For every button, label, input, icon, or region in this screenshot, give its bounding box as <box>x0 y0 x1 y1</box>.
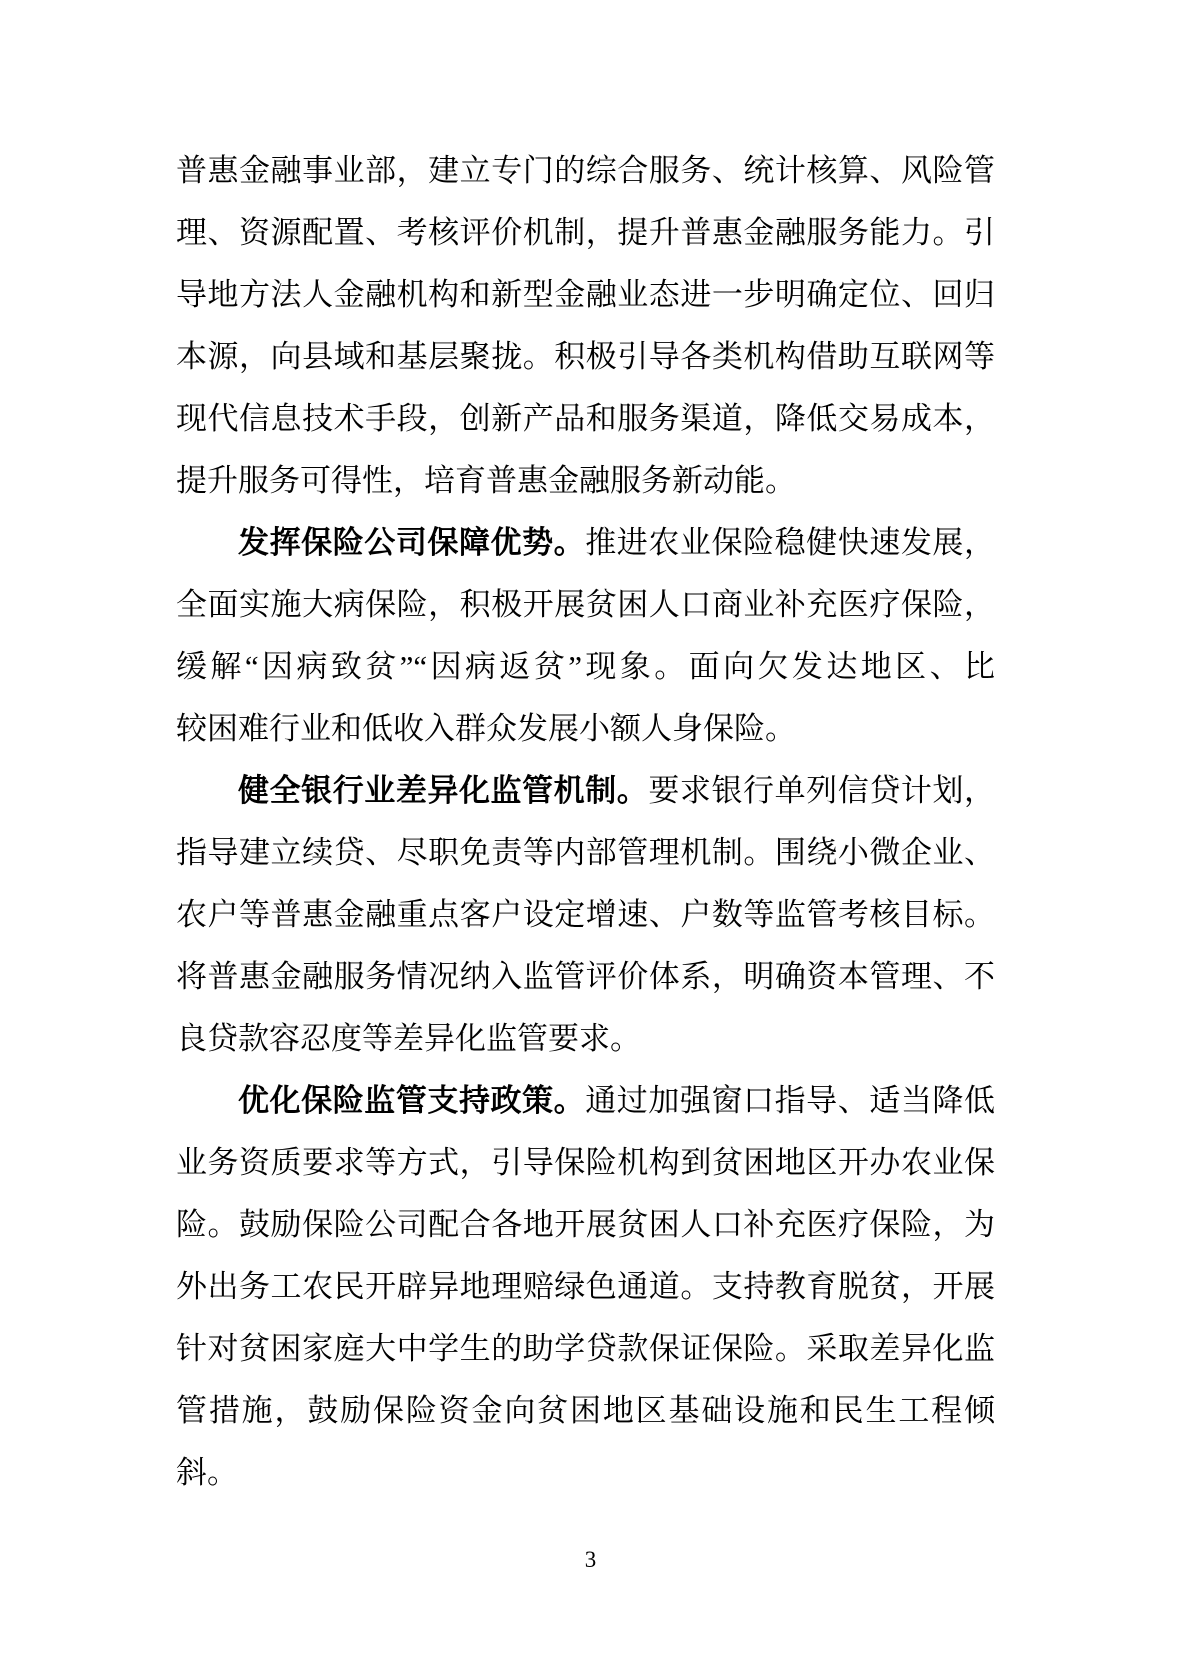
paragraph-text: 推进农业保险稳健快速发展， <box>585 525 995 560</box>
text-block <box>176 140 995 1504</box>
text-line: 斜。 <box>176 1455 238 1490</box>
text-line: 现代信息技术手段，创新产品和服务渠道，降低交易成本， <box>176 401 995 436</box>
paragraph-heading: 优化保险监管支持政策。 <box>238 1083 586 1118</box>
paragraph-insurance-company-advantage <box>176 512 995 760</box>
paragraph-heading: 发挥保险公司保障优势。 <box>238 525 586 560</box>
paragraph-text: 通过加强窗口指导、适当降低 <box>585 1083 995 1118</box>
text-line: 农户等普惠金融重点客户设定增速、户数等监管考核目标。 <box>176 897 995 932</box>
text-line: 导地方法人金融机构和新型金融业态进一步明确定位、回归 <box>176 277 995 312</box>
text-line: 本源，向县域和基层聚拢。积极引导各类机构借助互联网等 <box>176 339 995 374</box>
paragraph-inclusive-finance-continuation <box>176 140 995 512</box>
paragraph-insurance-regulation-support-policy <box>176 1070 995 1504</box>
text-line: 普惠金融事业部，建立专门的综合服务、统计核算、风险管 <box>176 153 995 188</box>
text-line: 将普惠金融服务情况纳入监管评价体系，明确资本管理、不 <box>176 959 995 994</box>
text-line: 指导建立续贷、尽职免责等内部管理机制。围绕小微企业、 <box>176 835 995 870</box>
text-line: 险。鼓励保险公司配合各地开展贫困人口补充医疗保险，为 <box>176 1207 995 1242</box>
text-line: 外出务工农民开辟异地理赔绿色通道。支持教育脱贫，开展 <box>176 1269 995 1304</box>
text-line: 管措施，鼓励保险资金向贫困地区基础设施和民生工程倾 <box>176 1393 995 1428</box>
text-line <box>176 512 995 574</box>
paragraph-banking-differentiated-regulation <box>176 760 995 1070</box>
text-line: 针对贫困家庭大中学生的助学贷款保证保险。采取差异化监 <box>176 1331 995 1366</box>
paragraph-text: 要求银行单列信贷计划， <box>648 773 996 808</box>
text-line: 全面实施大病保险，积极开展贫困人口商业补充医疗保险， <box>176 587 995 622</box>
text-line: 缓解“因病致贫”“因病返贫”现象。面向欠发达地区、比 <box>176 649 995 684</box>
text-line: 理、资源配置、考核评价机制，提升普惠金融服务能力。引 <box>176 215 995 250</box>
text-line <box>176 1070 995 1132</box>
text-line: 良贷款容忍度等差异化监管要求。 <box>176 1021 641 1056</box>
text-line: 提升服务可得性，培育普惠金融服务新动能。 <box>176 463 796 498</box>
text-line <box>176 760 995 822</box>
text-line: 业务资质要求等方式，引导保险机构到贫困地区开办农业保 <box>176 1145 995 1180</box>
page-number: 3 <box>584 1547 597 1572</box>
paragraph-heading: 健全银行业差异化监管机制。 <box>238 773 649 808</box>
text-line: 较困难行业和低收入群众发展小额人身保险。 <box>176 711 796 746</box>
